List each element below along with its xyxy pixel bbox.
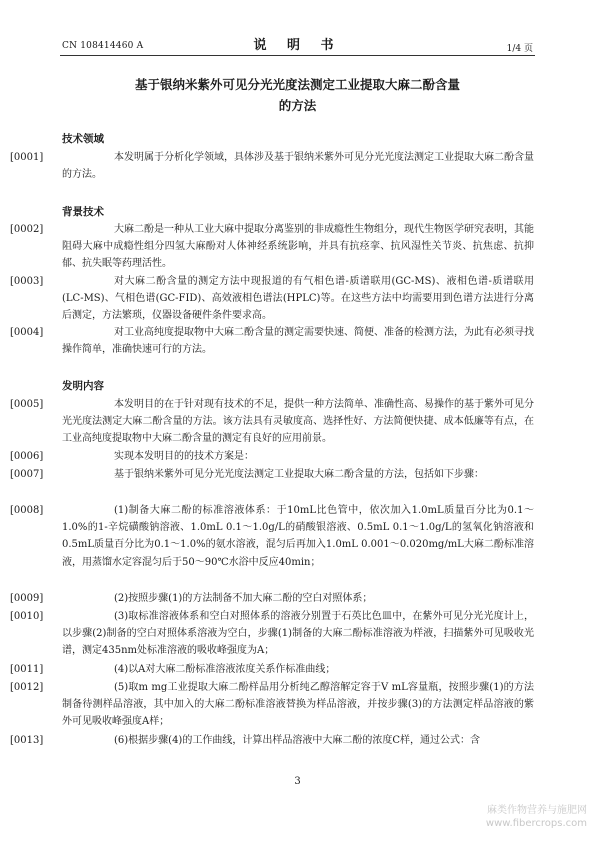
- paragraph-text: 对工业高纯度提取物中大麻二酚含量的测定需要快速、简便、准备的检测方法，为此有必须寻找操作简单，准确快速可行的方法。: [62, 327, 534, 356]
- paragraph-0005: [10, 396, 534, 448]
- watermark-url: www.fibercrops.com: [485, 818, 587, 829]
- paragraph-number: [0003]: [10, 276, 44, 287]
- page-number: 3: [294, 776, 301, 787]
- paragraph-text: 实现本发明目的的技术方案是：: [114, 451, 254, 462]
- paragraph-text: 本发明目的在于针对现有技术的不足，提供一种方法简单、准确性高、易操作的基于紫外可见分光光度法测定大麻二酚含量的方法。该方法具有灵敏度高、选择性好、方法简便快捷、成本低廉等有点，在工业高纯度提取物中大麻二酚含量的测定有良好的应用前景。: [62, 399, 534, 445]
- paragraph-number: [0013]: [10, 735, 44, 746]
- watermark: [486, 804, 587, 830]
- document-type-heading: 说 明 书: [253, 38, 342, 53]
- paragraph-text: (4)以A对大麻二酚标准溶液浓度关系作标准曲线；: [114, 664, 336, 675]
- title-line-1: 基于银纳米紫外可见分光光度法测定工业提取大麻二酚含量: [134, 77, 460, 92]
- paragraph-text: 基于银纳米紫外可见分光光度法测定工业提取大麻二酚含量的方法，包括如下步骤：: [114, 469, 484, 480]
- paragraph-0006: [10, 448, 534, 465]
- paragraph-0013: [10, 732, 534, 749]
- paragraph-number: [0005]: [10, 399, 44, 410]
- paragraph-text: (5)取m mg工业提取大麻二酚样品用分析纯乙醇溶解定容于V mL容量瓶，按照步骤(1)的方法制备待测样品溶液，其中加入的大麻二酚标准溶液替换为样品溶液，并按步骤(3)的方法测定样品溶液的紫外可见吸收峰强度A样；: [62, 682, 534, 728]
- paragraph-number: [0011]: [10, 664, 44, 675]
- watermark-title: 麻类作物营养与施肥网: [487, 805, 587, 816]
- paragraph-number: [0012]: [10, 682, 44, 693]
- paragraph-text: (6)根据步骤(4)的工作曲线，计算出样品溶液中大麻二酚的浓度C样，通过公式：含: [114, 735, 480, 746]
- paragraph-0011: [10, 661, 534, 678]
- paragraph-0002: [10, 221, 534, 273]
- paragraph-0012: [10, 679, 534, 731]
- publication-number: CN 108414460 A: [62, 41, 144, 51]
- paragraph-number: [0007]: [10, 469, 44, 480]
- paragraph-number: [0010]: [10, 611, 44, 622]
- section-heading-content: 发明内容: [62, 380, 104, 392]
- paragraph-0003: [10, 273, 534, 325]
- paragraph-text: (2)按照步骤(1)的方法制备不加大麻二酚的空白对照体系；: [114, 593, 373, 604]
- paragraph-0004: [10, 324, 534, 358]
- paragraph-number: [0008]: [10, 505, 44, 516]
- paragraph-0009: [10, 590, 534, 607]
- paragraph-0010: [10, 608, 534, 660]
- paragraph-text: (3)取标准溶液体系和空白对照体系的溶液分别置于石英比色皿中，在紫外可见分光光度计上，以步骤(2)制备的空白对照体系溶液为空白，步骤(1)制备的大麻二酚标准溶液为样液，扫描紫外可见吸收光谱，测定435nm处标准溶液的吸收峰强度为A；: [62, 611, 534, 657]
- paragraph-text: 本发明属于分析化学领域，具体涉及基于银纳米紫外可见分光光度法测定工业提取大麻二酚含量的方法。: [62, 152, 534, 181]
- section-heading-field: 技术领域: [62, 133, 104, 145]
- title-line-2: 的方法: [278, 98, 317, 113]
- paragraph-number: [0002]: [10, 224, 44, 235]
- paragraph-number: [0004]: [10, 327, 44, 338]
- paragraph-number: [0001]: [10, 152, 44, 163]
- paragraph-text: 对大麻二酚含量的测定方法中现报道的有气相色谱-质谱联用(GC-MS)、液相色谱-质谱联用(LC-MS)、气相色谱(GC-FID)、高效液相色谱法(HPLC)等。在这些方法中均需要用到色谱方法进行分离后测定，方法繁琐，仪器设备硬件条件要求高。: [62, 276, 534, 322]
- paragraph-text: (1)制备大麻二酚的标准溶液体系：于10mL比色管中，依次加入1.0mL质量百分比为0.1～1.0%的1-辛烷磺酸钠溶液、1.0mL 0.1～1.0g/L的硝酸银溶液、0.5mL 0.1～1.0g/L的氢氧化钠溶液和0.5mL质量百分比为0.1～1.0%的氨水溶液，混匀后再加入1.0mL 0.001～0.020mg/mL大麻二酚标准溶液，用蒸馏水定容混匀后于50～90℃水浴中反应40min；: [62, 505, 534, 568]
- document-title: [60, 74, 535, 116]
- paragraph-0007: [10, 466, 534, 483]
- paragraph-0008: [10, 502, 534, 571]
- paragraph-number: [0006]: [10, 451, 44, 462]
- header-divider: [60, 55, 535, 56]
- paragraph-0001: [10, 149, 534, 183]
- paragraph-number: [0009]: [10, 593, 44, 604]
- section-heading-background: 背景技术: [62, 206, 104, 218]
- page-indicator: 1/4 页: [506, 44, 533, 54]
- paragraph-text: 大麻二酚是一种从工业大麻中提取分离鉴别的非成瘾性生物组分，现代生物医学研究表明，其能阻碍大麻中成瘾性组分四氢大麻酚对人体神经系统影响，并具有抗痉挛、抗风湿性关节炎、抗焦虑、抗抑郁、抗失眠等药理活性。: [62, 224, 534, 270]
